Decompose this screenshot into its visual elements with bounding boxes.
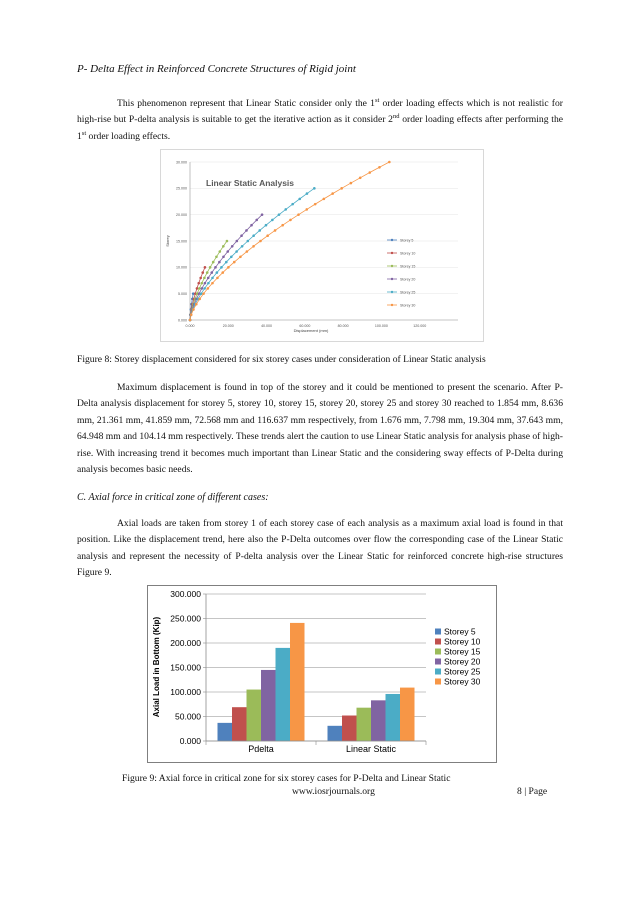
legend-marker bbox=[391, 265, 393, 267]
data-point bbox=[233, 261, 236, 264]
data-point bbox=[241, 245, 244, 248]
data-point bbox=[198, 298, 201, 301]
data-point bbox=[284, 208, 287, 211]
data-point bbox=[226, 250, 229, 253]
data-point bbox=[274, 229, 277, 232]
legend-swatch bbox=[435, 659, 441, 665]
paragraph-displacement: Maximum displacement is found in top of the storey and it could be mentioned to present the scenario. After P-Delta analysis displacement for storey 5, storey 10, storey 15, storey 20, storey 25 and storey 30 reached to 1.854 mm, 8.636 mm, 21.361 mm, 41.859 mm, 72.568 mm and 116.637 mm respectively, from 1.676 mm, 7.798 mm, 19.304 mm, 37.643 mm, 64.948 mm and 104.14 mm respectively. These trends alert the caution to use Linear Static analysis for analysis phase of high-rise. With increasing trend it becomes much important than Linear Static and the considering sway effects of P-Delta during analysis becomes basic needs. bbox=[77, 382, 563, 476]
legend-label: Storey 25 bbox=[444, 666, 481, 677]
data-point bbox=[289, 219, 292, 222]
data-point bbox=[255, 219, 258, 222]
bar-pdelta-storey-25 bbox=[276, 648, 291, 741]
legend-label: Storey 15 bbox=[400, 264, 416, 269]
data-point bbox=[306, 192, 309, 195]
data-point bbox=[246, 240, 249, 243]
data-point bbox=[235, 250, 238, 253]
y-tick-label: 20.000 bbox=[176, 212, 187, 217]
bar-linear-static-storey-15 bbox=[357, 708, 372, 741]
x-tick-label: 80.000 bbox=[337, 324, 349, 328]
data-point bbox=[278, 213, 281, 216]
data-point bbox=[212, 261, 215, 264]
y-tick-label: 5.000 bbox=[178, 291, 187, 296]
y-tick-label: 300.000 bbox=[170, 589, 201, 599]
data-point bbox=[227, 266, 230, 269]
x-axis-label: Displacement (mm) bbox=[293, 328, 329, 333]
data-point bbox=[211, 282, 214, 285]
data-point bbox=[203, 277, 206, 280]
x-tick-label: 60.000 bbox=[299, 324, 311, 328]
data-point bbox=[197, 282, 200, 285]
data-point bbox=[297, 213, 300, 216]
data-point bbox=[378, 166, 381, 169]
data-point bbox=[239, 256, 242, 259]
y-tick-label: 150.000 bbox=[170, 662, 201, 673]
data-point bbox=[216, 271, 219, 274]
data-point bbox=[246, 250, 249, 253]
data-point bbox=[222, 256, 225, 259]
chart-title: Linear Static Analysis bbox=[206, 178, 295, 188]
data-point bbox=[220, 266, 223, 269]
figure-8-caption: Figure 8: Storey displacement considered for six storey cases under consideration of Linear Static analysis bbox=[77, 354, 486, 365]
data-point bbox=[225, 261, 228, 264]
data-point bbox=[261, 213, 264, 216]
data-point bbox=[340, 187, 343, 190]
data-point bbox=[250, 224, 253, 227]
data-point bbox=[298, 198, 301, 201]
x-category-label: Linear Static bbox=[345, 744, 397, 754]
legend-marker bbox=[391, 252, 393, 254]
data-point bbox=[265, 224, 268, 227]
data-point bbox=[314, 203, 317, 206]
legend-label: Storey 10 bbox=[444, 636, 481, 647]
y-tick-label: 10.000 bbox=[176, 265, 187, 270]
legend-marker bbox=[391, 278, 393, 280]
data-point bbox=[196, 287, 199, 290]
legend-swatch bbox=[435, 649, 441, 655]
data-point bbox=[221, 271, 224, 274]
para1-sup-b: nd bbox=[392, 113, 400, 121]
data-point bbox=[388, 161, 391, 164]
figure-9-bar-chart bbox=[147, 585, 497, 763]
x-category-label: Pdelta bbox=[248, 744, 274, 754]
y-tick-label: 30.000 bbox=[176, 160, 187, 165]
bar-linear-static-storey-5 bbox=[328, 726, 343, 741]
data-point bbox=[258, 229, 261, 232]
bar-pdelta-storey-20 bbox=[261, 670, 276, 741]
data-point bbox=[323, 198, 326, 201]
legend-swatch bbox=[435, 629, 441, 635]
x-tick-label: 40.000 bbox=[261, 324, 273, 328]
legend-label: Storey 20 bbox=[444, 656, 481, 667]
data-point bbox=[207, 277, 210, 280]
data-point bbox=[230, 256, 233, 259]
y-axis-label: Axial Load in Bottom (Kip) bbox=[152, 616, 161, 718]
y-tick-label: 50.000 bbox=[175, 711, 201, 722]
data-point bbox=[202, 292, 205, 295]
data-point bbox=[207, 287, 210, 290]
legend-label: Storey 15 bbox=[444, 646, 481, 657]
data-point bbox=[350, 182, 353, 185]
bar-pdelta-storey-10 bbox=[232, 707, 247, 741]
x-tick-label: 20.000 bbox=[222, 324, 234, 328]
bar-pdelta-storey-30 bbox=[290, 623, 305, 741]
data-point bbox=[199, 277, 202, 280]
section-heading: C. Axial force in critical zone of different cases: bbox=[77, 492, 269, 503]
paragraph-intro bbox=[77, 96, 563, 145]
data-point bbox=[215, 256, 218, 259]
data-point bbox=[368, 171, 371, 174]
legend-label: Storey 30 bbox=[400, 303, 416, 308]
data-point bbox=[236, 240, 239, 243]
series-line-15 bbox=[190, 241, 227, 320]
y-tick-label: 15.000 bbox=[176, 239, 187, 244]
y-tick-label: 0.000 bbox=[179, 736, 201, 746]
series-line-25 bbox=[190, 188, 314, 320]
data-point bbox=[189, 319, 192, 322]
y-tick-label: 25.000 bbox=[176, 186, 187, 191]
data-point bbox=[240, 234, 243, 237]
data-point bbox=[200, 292, 203, 295]
legend-label: Storey 20 bbox=[400, 277, 416, 282]
legend-label: Storey 25 bbox=[400, 290, 416, 295]
data-point bbox=[190, 313, 193, 316]
data-point bbox=[231, 245, 234, 248]
data-point bbox=[359, 177, 362, 180]
data-point bbox=[201, 271, 204, 274]
legend-swatch bbox=[435, 669, 441, 675]
data-point bbox=[207, 282, 210, 285]
x-tick-label: 100.000 bbox=[374, 324, 388, 328]
legend-marker bbox=[391, 304, 393, 306]
data-point bbox=[313, 187, 316, 190]
y-tick-label: 0.000 bbox=[178, 318, 187, 323]
bar-linear-static-storey-20 bbox=[371, 700, 386, 741]
x-tick-label: 120.000 bbox=[413, 324, 427, 328]
y-tick-label: 200.000 bbox=[170, 638, 201, 648]
bar-linear-static-storey-25 bbox=[386, 694, 401, 741]
data-point bbox=[222, 245, 225, 248]
legend-label: Storey 30 bbox=[444, 676, 481, 687]
data-point bbox=[219, 250, 222, 253]
figure-8-line-chart bbox=[160, 149, 484, 342]
data-point bbox=[204, 282, 207, 285]
footer-site: www.iosrjournals.org bbox=[292, 786, 375, 797]
data-point bbox=[281, 224, 284, 227]
data-point bbox=[200, 282, 203, 285]
data-point bbox=[209, 266, 212, 269]
bar-linear-static-storey-10 bbox=[342, 716, 357, 741]
data-point bbox=[291, 203, 294, 206]
data-point bbox=[218, 261, 221, 264]
y-axis-label: Storey bbox=[165, 235, 170, 247]
data-point bbox=[245, 229, 248, 232]
y-tick-label: 100.000 bbox=[170, 687, 201, 697]
data-point bbox=[252, 234, 255, 237]
data-point bbox=[206, 271, 209, 274]
data-point bbox=[214, 266, 217, 269]
para1-sup-c: st bbox=[81, 129, 87, 137]
data-point bbox=[252, 245, 255, 248]
bar-pdelta-storey-5 bbox=[218, 723, 233, 741]
data-point bbox=[204, 266, 207, 269]
legend-swatch bbox=[435, 639, 441, 645]
data-point bbox=[211, 277, 214, 280]
y-tick-label: 250.000 bbox=[170, 613, 201, 624]
bar-chart-svg bbox=[148, 586, 496, 762]
data-point bbox=[210, 271, 213, 274]
bar-linear-static-storey-30 bbox=[400, 688, 415, 741]
data-point bbox=[259, 240, 262, 243]
para1-text-d: order loading effects. bbox=[86, 130, 171, 142]
data-point bbox=[266, 234, 269, 237]
legend-label: Storey 5 bbox=[400, 238, 414, 243]
data-point bbox=[198, 287, 201, 290]
legend-label: Storey 5 bbox=[444, 626, 476, 637]
data-point bbox=[192, 308, 195, 311]
para1-text-a: This phenomenon represent that Linear Static consider only the 1 bbox=[117, 98, 375, 109]
data-point bbox=[305, 208, 308, 211]
data-point bbox=[331, 192, 334, 195]
figure-9-caption: Figure 9: Axial force in critical zone for six storey cases for P-Delta and Linear Static bbox=[122, 773, 451, 784]
running-header: P- Delta Effect in Reinforced Concrete Structures of Rigid joint bbox=[77, 63, 356, 75]
legend-label: Storey 10 bbox=[400, 251, 416, 256]
bar-pdelta-storey-15 bbox=[247, 690, 262, 741]
para1-text-c: order loading effects after performing the 1 bbox=[77, 114, 564, 142]
x-tick-label: 0.000 bbox=[185, 324, 195, 328]
data-point bbox=[195, 303, 198, 306]
data-point bbox=[216, 277, 219, 280]
line-chart-svg bbox=[161, 150, 483, 341]
para1-sup-a: st bbox=[374, 96, 380, 104]
legend-marker bbox=[391, 291, 393, 293]
data-point bbox=[201, 287, 204, 290]
footer-page-number: 8 | Page bbox=[517, 786, 548, 797]
para1-text-b: order loading effects which is not realistic for high-rise but P-delta analysis is suitable to get the iterative action as it consider 2 bbox=[77, 98, 563, 126]
data-point bbox=[271, 219, 274, 222]
data-point bbox=[226, 240, 229, 243]
legend-swatch bbox=[435, 679, 441, 685]
data-point bbox=[203, 287, 206, 290]
legend-marker bbox=[391, 239, 393, 241]
paragraph-axial: Axial loads are taken from storey 1 of each storey case of each analysis as a maximum axial load is found in that position. Like the displacement trend, here also the P-Delta outcomes over flow the corresponding case of the Linear Static analysis and represent the necessity of P-delta analysis over the Linear Static for reinforced concrete high-rise structures Figure 9. bbox=[77, 518, 563, 579]
